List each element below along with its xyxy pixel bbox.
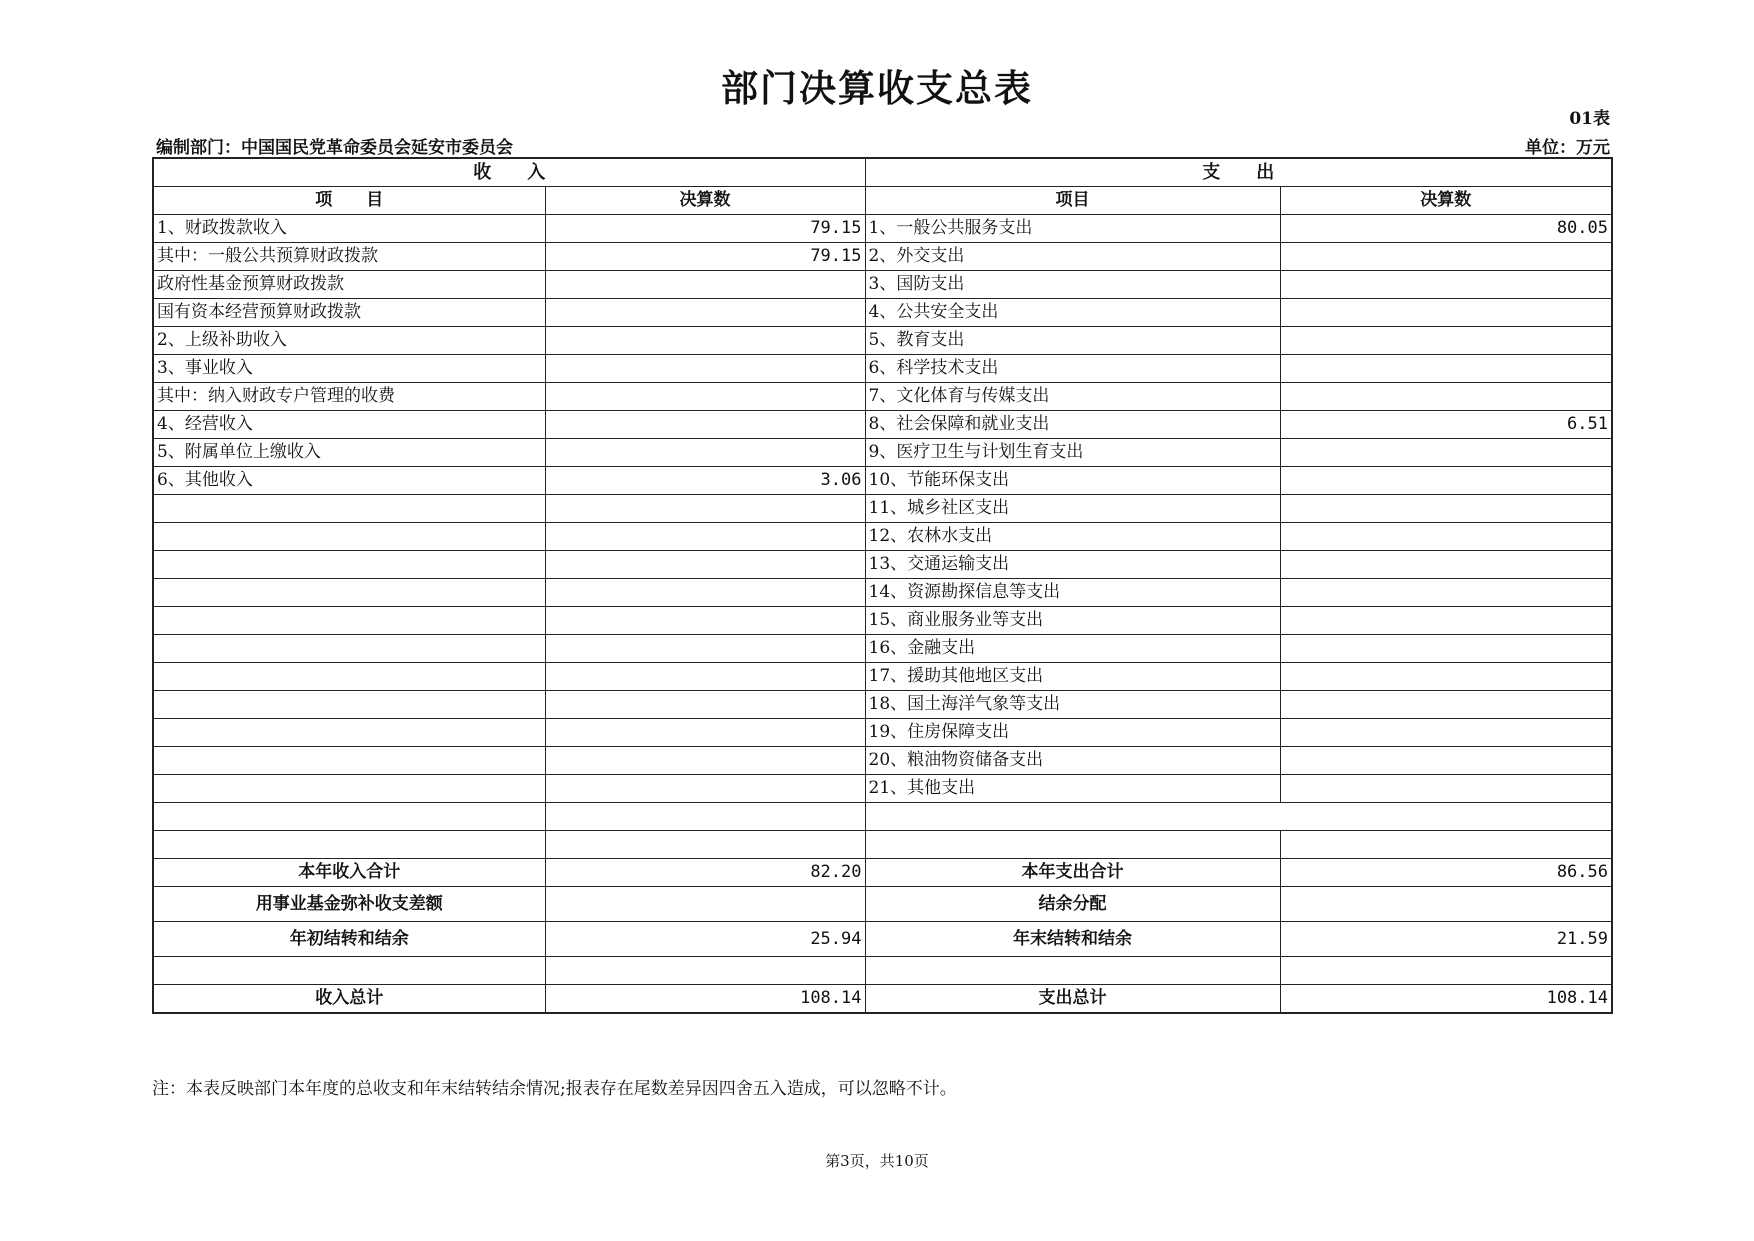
expense-section-header: 支 出 [865, 158, 1612, 187]
income-item-cell [153, 635, 545, 663]
grand-total-row [153, 985, 1612, 1014]
table-row [153, 243, 1612, 271]
expense-amount-header: 决算数 [1280, 187, 1612, 215]
blank-cell [153, 831, 545, 859]
expense-amount-cell [1280, 719, 1612, 747]
income-item-cell [153, 523, 545, 551]
income-item-cell: 2、上级补助收入 [153, 327, 545, 355]
header-row-sections [153, 158, 1612, 187]
expense-amount-cell [1280, 663, 1612, 691]
income-item-cell: 政府性基金预算财政拨款 [153, 271, 545, 299]
expense-item-cell: 16、金融支出 [865, 635, 1280, 663]
expense-item-cell: 11、城乡社区支出 [865, 495, 1280, 523]
table-row [153, 467, 1612, 495]
income-amount-cell [545, 439, 865, 467]
income-amount-cell [545, 747, 865, 775]
income-summary-label: 用事业基金弥补收支差额 [153, 887, 545, 922]
income-summary-value: 82.20 [545, 859, 865, 887]
income-item-cell [153, 551, 545, 579]
expense-amount-cell [1280, 243, 1612, 271]
income-amount-cell [545, 663, 865, 691]
expense-item-cell: 6、科学技术支出 [865, 355, 1280, 383]
table-row [153, 551, 1612, 579]
income-item-cell: 其中：纳入财政专户管理的收费 [153, 383, 545, 411]
income-item-cell: 3、事业收入 [153, 355, 545, 383]
income-item-cell [153, 691, 545, 719]
income-amount-cell [545, 355, 865, 383]
income-item-cell [153, 663, 545, 691]
income-summary-value: 25.94 [545, 922, 865, 957]
table-row [153, 775, 1612, 803]
expense-item-cell: 5、教育支出 [865, 327, 1280, 355]
expense-item-cell: 13、交通运输支出 [865, 551, 1280, 579]
expense-amount-cell [1280, 299, 1612, 327]
income-amount-cell [545, 271, 865, 299]
income-amount-cell: 79.15 [545, 243, 865, 271]
income-amount-cell [545, 411, 865, 439]
blank-row [153, 831, 1612, 859]
expense-amount-cell: 6.51 [1280, 411, 1612, 439]
table-body [153, 158, 1612, 1013]
expense-summary-value [1280, 887, 1612, 922]
expense-summary-label: 年末结转和结余 [865, 922, 1280, 957]
table-row [153, 495, 1612, 523]
expense-item-cell: 20、粮油物资储备支出 [865, 747, 1280, 775]
page-number: 第3页，共10页 [825, 1152, 929, 1170]
income-item-cell: 国有资本经营预算财政拨款 [153, 299, 545, 327]
expense-amount-cell [1280, 439, 1612, 467]
blank-cell [545, 957, 865, 985]
table-row [153, 271, 1612, 299]
expense-item-cell: 15、商业服务业等支出 [865, 607, 1280, 635]
expense-amount-cell [1280, 383, 1612, 411]
table-row [153, 411, 1612, 439]
income-amount-cell [545, 775, 865, 803]
expense-summary-value: 21.59 [1280, 922, 1612, 957]
carryover-row [153, 922, 1612, 957]
expense-amount-cell [1280, 747, 1612, 775]
table-row [153, 579, 1612, 607]
expense-amount-cell [1280, 467, 1612, 495]
expense-amount-cell [1280, 775, 1612, 803]
blank-row [153, 803, 1612, 831]
blank-cell [153, 803, 545, 831]
blank-cell [545, 803, 865, 831]
table-row [153, 439, 1612, 467]
expense-item-cell: 21、其他支出 [865, 775, 1280, 803]
expense-summary-value: 86.56 [1280, 859, 1612, 887]
income-amount-cell [545, 299, 865, 327]
expense-item-cell: 1、一般公共服务支出 [865, 215, 1280, 243]
expense-item-cell: 9、医疗卫生与计划生育支出 [865, 439, 1280, 467]
header-row-columns [153, 187, 1612, 215]
table-row [153, 747, 1612, 775]
expense-item-cell: 18、国土海洋气象等支出 [865, 691, 1280, 719]
expense-item-header: 项目 [865, 187, 1280, 215]
expense-item-cell: 14、资源勘探信息等支出 [865, 579, 1280, 607]
income-amount-cell [545, 383, 865, 411]
income-item-cell: 其中：一般公共预算财政拨款 [153, 243, 545, 271]
blank-row [153, 957, 1612, 985]
income-expense-table [152, 157, 1613, 1014]
expense-amount-cell [1280, 271, 1612, 299]
department-label: 编制部门：中国国民党革命委员会延安市委员会 [156, 138, 513, 158]
income-item-cell [153, 719, 545, 747]
income-item-cell: 5、附属单位上缴收入 [153, 439, 545, 467]
blank-cell [1280, 957, 1612, 985]
income-amount-cell [545, 495, 865, 523]
blank-cell [1280, 831, 1612, 859]
expense-item-cell: 12、农林水支出 [865, 523, 1280, 551]
expense-amount-cell [1280, 551, 1612, 579]
income-summary-label: 收入总计 [153, 985, 545, 1014]
table-row [153, 383, 1612, 411]
income-summary-value [545, 887, 865, 922]
table-row [153, 327, 1612, 355]
table-row [153, 607, 1612, 635]
income-amount-cell [545, 523, 865, 551]
income-item-cell [153, 747, 545, 775]
blank-cell [865, 957, 1280, 985]
income-summary-label: 年初结转和结余 [153, 922, 545, 957]
expense-item-cell: 4、公共安全支出 [865, 299, 1280, 327]
table-row [153, 299, 1612, 327]
income-amount-cell: 79.15 [545, 215, 865, 243]
income-item-cell [153, 495, 545, 523]
expense-amount-cell [1280, 607, 1612, 635]
table-row [153, 691, 1612, 719]
table-row [153, 663, 1612, 691]
expense-amount-cell [1280, 355, 1612, 383]
expense-summary-value: 108.14 [1280, 985, 1612, 1014]
table-row [153, 719, 1612, 747]
table-row [153, 635, 1612, 663]
income-amount-cell [545, 607, 865, 635]
expense-amount-cell [1280, 691, 1612, 719]
table-row [153, 215, 1612, 243]
income-item-cell: 6、其他收入 [153, 467, 545, 495]
expense-amount-cell [1280, 523, 1612, 551]
blank-cell [153, 957, 545, 985]
footnote: 注：本表反映部门本年度的总收支和年末结转结余情况;报表存在尾数差异因四舍五入造成，可以忽略不计。 [152, 1079, 957, 1099]
expense-amount-cell [1280, 635, 1612, 663]
expense-summary-label: 本年支出合计 [865, 859, 1280, 887]
income-amount-cell [545, 579, 865, 607]
expense-item-cell: 17、援助其他地区支出 [865, 663, 1280, 691]
expense-item-cell: 3、国防支出 [865, 271, 1280, 299]
expense-item-cell: 10、节能环保支出 [865, 467, 1280, 495]
blank-cell [865, 831, 1280, 859]
income-section-header: 收 入 [153, 158, 865, 187]
table-number: 01表 [1569, 109, 1610, 129]
expense-amount-cell [1280, 495, 1612, 523]
income-amount-header: 决算数 [545, 187, 865, 215]
year-total-row [153, 859, 1612, 887]
blank-cell [865, 803, 1612, 831]
income-item-header: 项 目 [153, 187, 545, 215]
expense-amount-cell [1280, 327, 1612, 355]
income-summary-value: 108.14 [545, 985, 865, 1014]
table-row [153, 523, 1612, 551]
expense-item-cell: 2、外交支出 [865, 243, 1280, 271]
income-amount-cell [545, 551, 865, 579]
expense-amount-cell [1280, 579, 1612, 607]
income-summary-label: 本年收入合计 [153, 859, 545, 887]
income-item-cell: 4、经营收入 [153, 411, 545, 439]
table-row [153, 355, 1612, 383]
unit-label: 单位：万元 [1525, 138, 1610, 158]
blank-cell [545, 831, 865, 859]
income-item-cell [153, 607, 545, 635]
income-amount-cell [545, 635, 865, 663]
expense-item-cell: 19、住房保障支出 [865, 719, 1280, 747]
expense-item-cell: 7、文化体育与传媒支出 [865, 383, 1280, 411]
expense-summary-label: 结余分配 [865, 887, 1280, 922]
income-item-cell [153, 579, 545, 607]
fund-row [153, 887, 1612, 922]
income-amount-cell [545, 327, 865, 355]
report-title: 部门决算收支总表 [721, 66, 1033, 110]
income-amount-cell [545, 719, 865, 747]
income-item-cell [153, 775, 545, 803]
expense-item-cell: 8、社会保障和就业支出 [865, 411, 1280, 439]
expense-amount-cell: 80.05 [1280, 215, 1612, 243]
income-item-cell: 1、财政拨款收入 [153, 215, 545, 243]
income-amount-cell [545, 691, 865, 719]
income-amount-cell: 3.06 [545, 467, 865, 495]
expense-summary-label: 支出总计 [865, 985, 1280, 1014]
